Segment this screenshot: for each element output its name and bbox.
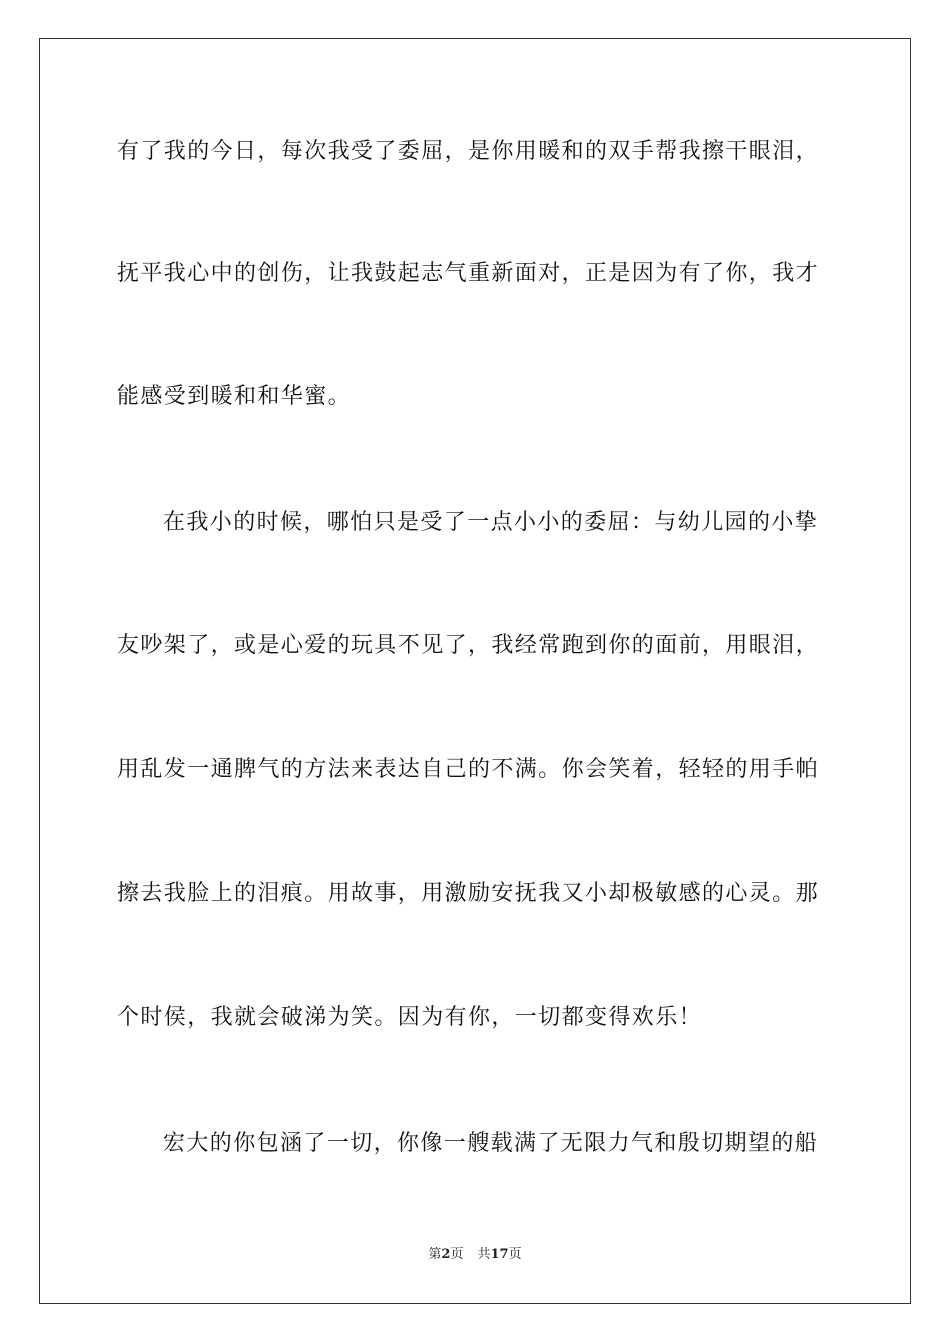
text-line-6: 用乱发一通脾气的方法来表达自己的不满。你会笑着，轻轻的用手帕 xyxy=(117,757,820,782)
text-line-1: 有了我的今日，每次我受了委屈，是你用暖和的双手帮我擦干眼泪， xyxy=(117,139,820,164)
footer-page-number: 2 xyxy=(441,1247,451,1262)
footer-page-suffix: 页 xyxy=(450,1247,464,1262)
text-line-7: 擦去我脸上的泪痕。用故事，用激励安抚我又小却极敏感的心灵。那 xyxy=(117,881,820,906)
footer-total-pages: 17 xyxy=(490,1247,509,1262)
text-line-2: 抚平我心中的创伤，让我鼓起志气重新面对，正是因为有了你，我才 xyxy=(117,261,820,286)
text-line-5: 友吵架了，或是心爱的玩具不见了，我经常跑到你的面前，用眼泪， xyxy=(117,633,820,658)
page-frame xyxy=(39,38,911,1304)
page-footer xyxy=(0,1246,950,1264)
text-line-4: 在我小的时候，哪怕只是受了一点小小的委屈：与幼儿园的小挚 xyxy=(163,510,819,535)
text-line-9: 宏大的你包涵了一切，你像一艘载满了无限力气和殷切期望的船 xyxy=(163,1131,819,1156)
text-line-3: 能感受到暖和和华蜜。 xyxy=(117,384,352,409)
footer-page-prefix: 第 xyxy=(428,1247,442,1262)
footer-total-suffix: 页 xyxy=(508,1247,522,1262)
footer-total-prefix: 共 xyxy=(477,1247,491,1262)
text-line-8: 个时侯，我就会破涕为笑。因为有你，一切都变得欢乐！ xyxy=(117,1005,703,1030)
